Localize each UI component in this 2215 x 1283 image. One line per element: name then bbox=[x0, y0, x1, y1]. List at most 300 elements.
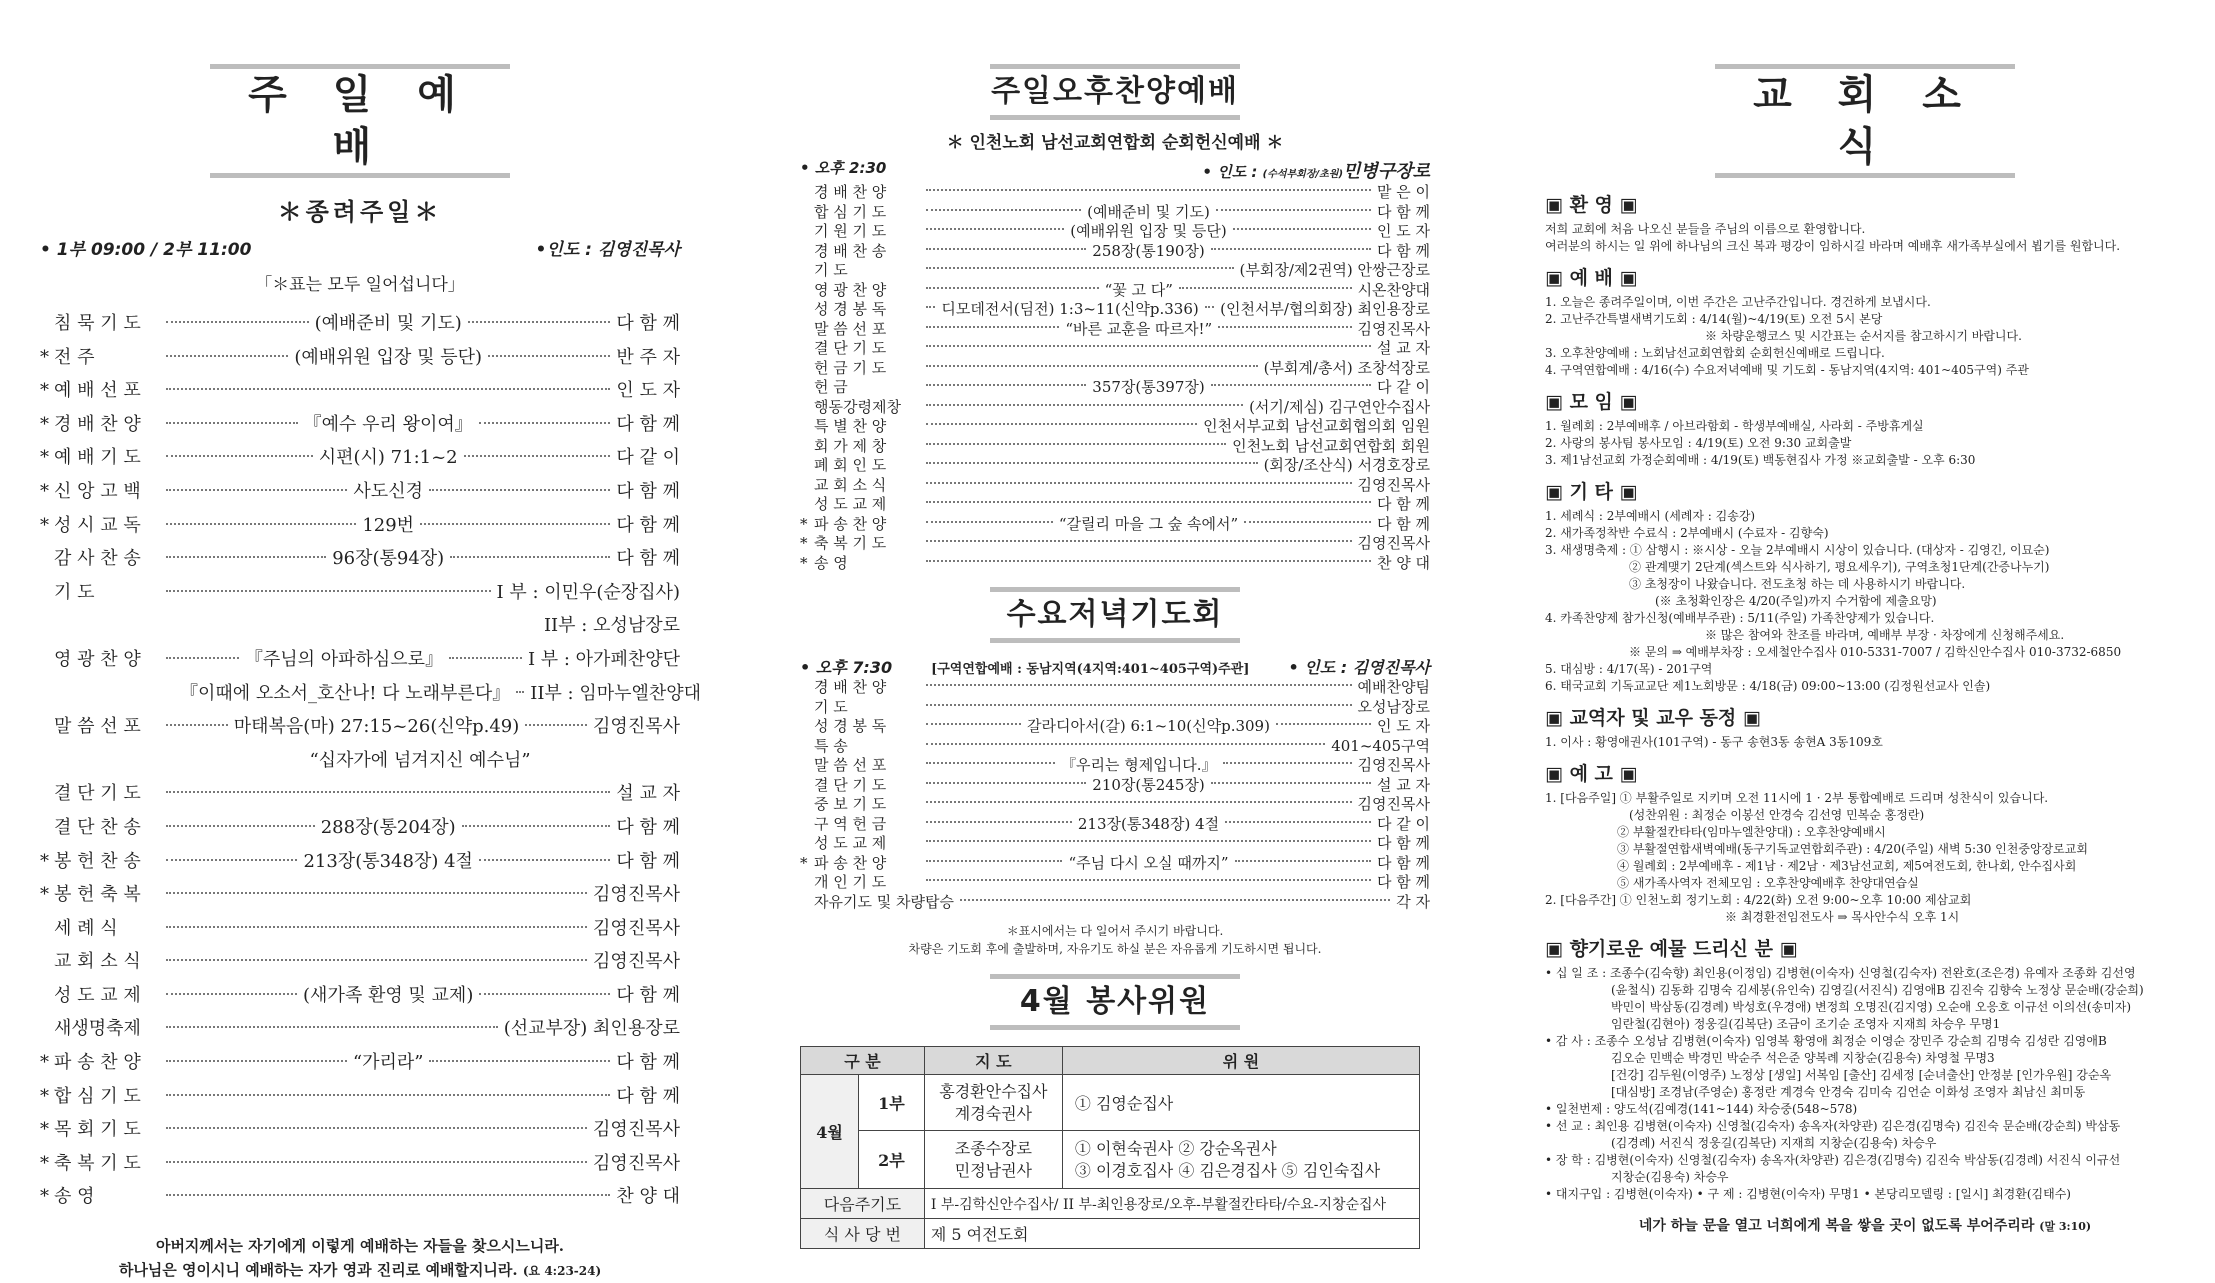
afternoon-order-list bbox=[800, 183, 1430, 573]
item-label-text: 파 송 찬 양 bbox=[814, 514, 887, 533]
item-detail: 210장(통245장) bbox=[1092, 775, 1205, 794]
dot-leader bbox=[166, 892, 587, 894]
item-person: 다 함 께 bbox=[616, 816, 680, 838]
item-detail: 357장(통397장) bbox=[1092, 378, 1205, 396]
item-label bbox=[40, 677, 160, 711]
item-person: 김영진목사 bbox=[1357, 319, 1430, 338]
item-person: 다 함 께 bbox=[616, 984, 680, 1006]
standing-mark: * bbox=[800, 553, 808, 572]
list-item bbox=[800, 378, 1430, 398]
dot-leader bbox=[166, 993, 297, 995]
item-person: 다 함 께 bbox=[616, 1085, 680, 1107]
item-label-text: 말 씀 선 포 bbox=[54, 716, 141, 738]
list-item bbox=[40, 744, 680, 778]
item-person: (회장/조산식) 서경호장로 bbox=[1263, 456, 1430, 474]
item-label-text: 경 배 찬 송 bbox=[814, 241, 887, 260]
dot-leader bbox=[926, 267, 1234, 269]
dot-leader bbox=[166, 556, 326, 558]
item-label-text: 결 단 기 도 bbox=[54, 783, 141, 805]
dot-leader bbox=[926, 501, 1371, 503]
list-item bbox=[800, 398, 1430, 418]
table-next-value: I 부-김학신안수집사/ II 부-최인용장로/오후-부활절칸타타/수요-지창순집사 bbox=[924, 1189, 1419, 1219]
item-label-text: 봉 헌 축 복 bbox=[54, 884, 141, 906]
item-label-text: 목 회 기 도 bbox=[54, 1119, 141, 1141]
item-person: 인 도 자 bbox=[1376, 222, 1430, 240]
table-leader-2b: 민정남권사 bbox=[954, 1160, 1033, 1180]
list-item bbox=[40, 845, 680, 879]
dot-leader bbox=[166, 959, 587, 961]
dot-leader bbox=[926, 462, 1258, 464]
news-line: [대심방] 조경남(주영순) 홍정란 계경숙 안경숙 김미숙 김언순 이화성 조영자 최남신 최미동 bbox=[1611, 1085, 2086, 1099]
dot-leader bbox=[926, 762, 1055, 764]
standing-mark: * bbox=[40, 413, 49, 435]
item-person: 다 같 이 bbox=[616, 447, 680, 469]
news-line: (윤철식) 김동화 김명숙 김세봉(유인숙) 김영길(서진식) 김영애B 김진숙 김향숙 노정상 문순배(강순희) bbox=[1611, 983, 2144, 997]
dot-leader bbox=[516, 691, 524, 693]
dot-leader bbox=[1211, 248, 1371, 250]
wednesday-notes bbox=[800, 922, 1430, 958]
etc-heading: ▣ 기 타 ▣ bbox=[1545, 481, 1638, 503]
dot-leader bbox=[166, 590, 491, 592]
footer-verse-line1: 아버지께서는 자기에게 이렇게 예배하는 자들을 찾으시느니라. bbox=[155, 1237, 565, 1256]
item-label-text: 축 복 기 도 bbox=[814, 534, 887, 552]
news-line: 4. 구역연합예배 : 4/16(수) 수요저녁예배 및 기도회 - 동남지역(4지역: 401~405구역) 주관 bbox=[1545, 363, 2029, 377]
item-label bbox=[40, 744, 160, 778]
table-part-2: 2부 bbox=[859, 1131, 925, 1189]
item-person: 김영진목사 bbox=[593, 1119, 680, 1141]
sunday-worship-title: 주 일 예 배 bbox=[248, 72, 472, 170]
item-label bbox=[40, 777, 160, 811]
dot-leader bbox=[1235, 860, 1371, 862]
list-item bbox=[800, 437, 1430, 457]
dot-leader bbox=[166, 791, 610, 793]
dot-leader bbox=[960, 899, 1390, 901]
item-label-text: 세 례 식 bbox=[54, 917, 118, 939]
item-label-text: 예 배 기 도 bbox=[54, 447, 141, 469]
item-label bbox=[800, 776, 920, 796]
item-label bbox=[40, 609, 160, 643]
palm-sunday-subtitle: ＊종려주일＊ bbox=[277, 197, 443, 226]
item-label-text: 파 송 찬 양 bbox=[54, 1052, 141, 1074]
item-label-text: 성 경 봉 독 bbox=[814, 717, 887, 735]
item-label bbox=[800, 222, 920, 242]
item-person: 다 함 께 bbox=[1377, 853, 1431, 872]
afternoon-leader-role: (수석부회장/초원) bbox=[1262, 169, 1344, 180]
dot-leader bbox=[166, 1127, 587, 1129]
item-person: 시온찬양대 bbox=[1357, 280, 1431, 299]
dot-leader bbox=[926, 482, 1352, 484]
dot-leader bbox=[926, 248, 1086, 250]
list-item bbox=[40, 1046, 680, 1080]
item-person: 다 같 이 bbox=[1377, 378, 1431, 396]
wednesday-title: 수요저녁기도회 bbox=[1006, 597, 1224, 632]
dot-leader bbox=[462, 825, 611, 827]
dot-leader bbox=[449, 657, 522, 659]
news-line: ⑤ 새가족사역자 전체모임 : 오후찬양예배후 찬양대연습실 bbox=[1617, 876, 1919, 890]
item-label-text: 헌 금 bbox=[814, 378, 848, 396]
news-line: 6. 태국교회 기독교교단 제1노회방문 : 4/18(금) 09:00~13:00 (김정원선교사 인솔) bbox=[1545, 679, 1991, 693]
dot-leader bbox=[1244, 521, 1371, 523]
item-person: (선교부장) 최인용장로 bbox=[503, 1018, 680, 1040]
news-line: ④ 월례회 : 2부예배후 - 제1남 · 제2남 · 제3남선교회, 제5여전도회, 한나회, 안수집사회 bbox=[1617, 859, 2077, 873]
dot-leader bbox=[450, 556, 610, 558]
item-detail: 213장(통348장) 4절 bbox=[303, 850, 473, 872]
table-leader-2a: 조종수장로 bbox=[954, 1138, 1033, 1158]
item-label-text: 감 사 찬 송 bbox=[54, 548, 141, 570]
sunday-order-list bbox=[40, 307, 702, 1214]
item-label-text: 기 도 bbox=[54, 581, 95, 603]
item-label bbox=[40, 1012, 160, 1046]
servers-table bbox=[800, 1046, 1420, 1249]
item-person: 다 함 께 bbox=[1376, 495, 1430, 513]
item-label-text: 성 시 교 독 bbox=[54, 514, 141, 536]
item-label bbox=[800, 834, 920, 854]
item-person: 각 자 bbox=[1396, 892, 1430, 911]
dot-leader bbox=[166, 1161, 587, 1163]
dot-leader bbox=[926, 723, 1021, 725]
dot-leader bbox=[1216, 209, 1371, 211]
dot-leader bbox=[166, 422, 298, 424]
stand-note: ＊표시에서는 다 일어서 주시기 바랍니다. bbox=[1006, 924, 1224, 938]
news-line: (성찬위원 : 최정순 이봉선 안경숙 김선영 민복순 홍정란) bbox=[1629, 808, 1925, 822]
item-person: 맡 은 이 bbox=[1376, 183, 1430, 201]
item-person: 김영진목사 bbox=[1357, 475, 1430, 494]
list-item bbox=[800, 320, 1430, 340]
item-label-text: 특 송 bbox=[814, 736, 848, 755]
table-meal-label: 식 사 당 번 bbox=[801, 1219, 925, 1249]
item-person: 다 함 께 bbox=[1376, 834, 1430, 852]
item-person: 김영진목사 bbox=[593, 917, 680, 939]
dot-leader bbox=[429, 1060, 610, 1062]
afternoon-leader-prefix: • 인도 : bbox=[1202, 163, 1263, 181]
news-line: ③ 부활절연합새벽예배(동구기독교연합회주관) : 4/20(주일) 새벽 5:30 인천중앙장로교회 bbox=[1617, 842, 2088, 856]
list-item bbox=[800, 495, 1430, 515]
item-detail: (예배위원 입장 및 등단) bbox=[294, 346, 483, 368]
standing-mark: * bbox=[40, 1119, 49, 1141]
sunday-worship-title-box bbox=[210, 64, 510, 178]
item-detail: 마태복음(마) 27:15~26(신약p.49) bbox=[233, 716, 520, 738]
dot-leader bbox=[926, 443, 1226, 445]
dot-leader bbox=[166, 859, 297, 861]
list-item bbox=[800, 554, 1430, 574]
item-person: 다 함 께 bbox=[616, 514, 681, 536]
dot-leader bbox=[166, 926, 587, 928]
standing-mark: * bbox=[40, 1052, 49, 1074]
afternoon-title-box bbox=[990, 64, 1240, 120]
sunday-footer bbox=[40, 1234, 680, 1283]
item-label-text: 기 도 bbox=[814, 261, 848, 279]
list-item bbox=[40, 1113, 680, 1147]
item-label bbox=[40, 1147, 160, 1181]
news-body bbox=[1545, 190, 2185, 1203]
item-person: 다 함 께 bbox=[616, 1052, 680, 1074]
item-label-text: 경 배 찬 양 bbox=[814, 678, 887, 696]
list-item bbox=[800, 795, 1430, 815]
item-label bbox=[800, 795, 920, 815]
news-line: 김오순 민백순 박경민 박순주 석은준 양복례 지창순(김용숙) 차영철 무명3 bbox=[1611, 1051, 1995, 1065]
item-label bbox=[800, 737, 920, 757]
dot-leader bbox=[479, 859, 610, 861]
news-line: 4. 카족찬양제 참가신청(예배부주관) : 5/11(주일) 가족찬양제가 있습니다. bbox=[1545, 611, 1935, 625]
service-info bbox=[40, 235, 680, 260]
item-label bbox=[800, 854, 920, 874]
news-line: 여러분의 하시는 일 위에 하나님의 크신 복과 평강이 임하시길 바라며 예배후 새가족부실에서 뵙기를 원합니다. bbox=[1545, 239, 2121, 253]
item-label bbox=[40, 710, 160, 744]
item-label-text: 교 회 소 식 bbox=[814, 475, 887, 494]
news-line: 3. 새생명축제 : ① 삼행시 : ※시상 - 오늘 2부예배시 시상이 있습니다. (대상자 - 김영긴, 이묘순) bbox=[1545, 543, 2050, 557]
item-label bbox=[800, 456, 920, 476]
list-item bbox=[40, 945, 680, 979]
wednesday-info bbox=[800, 655, 1430, 678]
table-header-members: 위 원 bbox=[1062, 1047, 1419, 1075]
news-line: 지창순(김용숙) 차승우 bbox=[1611, 1170, 1729, 1184]
dot-leader bbox=[926, 743, 1325, 745]
list-item bbox=[40, 441, 680, 475]
dot-leader bbox=[166, 455, 313, 457]
item-person: I 부 : 이민우(순장집사) bbox=[496, 581, 680, 603]
wednesday-time: • 오후 7:30 bbox=[800, 658, 893, 677]
item-detail: 213장(통348장) 4절 bbox=[1077, 814, 1220, 833]
list-item bbox=[40, 374, 680, 408]
dot-leader bbox=[926, 384, 1086, 386]
list-item bbox=[800, 359, 1430, 379]
item-person: 김영진목사 bbox=[593, 716, 680, 738]
item-detail: 96장(통94장) bbox=[332, 548, 445, 570]
welcome-heading: ▣ 환 영 ▣ bbox=[1545, 194, 1638, 216]
item-person: 다 함 께 bbox=[616, 313, 681, 334]
item-label bbox=[40, 475, 160, 509]
item-label-text: 결 단 기 도 bbox=[814, 339, 887, 357]
item-label bbox=[40, 441, 160, 475]
item-detail: 258장(통190장) bbox=[1092, 241, 1205, 260]
afternoon-title: 주일오후찬양예배 bbox=[991, 74, 1239, 109]
item-label-text: 전 주 bbox=[54, 346, 95, 368]
news-line: ※ 많은 참여와 찬조를 바라며, 예배부 부장 · 차장에게 신청해주세요. bbox=[1705, 628, 2065, 642]
news-line: 2. [다음주간] ① 인천노회 정기노회 : 4/22(화) 오전 9:00~오후 10:00 제삼교회 bbox=[1545, 893, 1972, 907]
dot-leader bbox=[926, 684, 1352, 686]
table-row bbox=[801, 1219, 1420, 1249]
item-label-text: 폐 회 인 도 bbox=[814, 456, 887, 474]
list-item bbox=[800, 456, 1430, 476]
standing-mark: * bbox=[40, 346, 49, 368]
list-item bbox=[800, 183, 1430, 203]
item-label-text: 침 묵 기 도 bbox=[54, 313, 141, 334]
list-item bbox=[40, 677, 702, 711]
news-line: ※ 차량운행코스 및 시간표는 순서지를 참고하시기 바랍니다. bbox=[1705, 329, 2022, 343]
item-detail: (예배위원 입장 및 등단) bbox=[1070, 222, 1227, 240]
item-label bbox=[40, 643, 160, 677]
item-label-text: 합 심 기 도 bbox=[54, 1085, 141, 1107]
item-label bbox=[40, 912, 160, 946]
dot-leader bbox=[1218, 326, 1351, 328]
table-leader-1b: 계경숙권사 bbox=[954, 1103, 1033, 1123]
preview-heading: ▣ 예 고 ▣ bbox=[1545, 763, 1638, 785]
afternoon-time: • 오후 2:30 bbox=[800, 159, 887, 177]
dot-leader bbox=[525, 724, 587, 726]
item-label bbox=[800, 698, 920, 718]
item-person: 다 함 께 bbox=[616, 850, 680, 872]
standing-mark: * bbox=[40, 884, 49, 906]
item-label-text: 신 앙 고 백 bbox=[54, 480, 141, 502]
list-item bbox=[40, 576, 680, 610]
dot-leader bbox=[926, 860, 1062, 862]
table-month: 4월 bbox=[801, 1075, 859, 1189]
item-label-text: 결 단 기 도 bbox=[814, 775, 887, 794]
dot-leader bbox=[1233, 228, 1371, 230]
item-label bbox=[800, 417, 920, 437]
item-label bbox=[40, 1180, 160, 1214]
item-detail: 『이때에 오소서_호산나! 다 노래부른다』 bbox=[180, 682, 511, 704]
footer-verse-ref: (요 4:23-24) bbox=[522, 1264, 602, 1279]
servers-title: 4월 봉사위원 bbox=[1019, 984, 1211, 1019]
news-line: • 십 일 조 : 조종수(김숙향) 최인용(이정임) 김병현(이숙자) 신영철(김숙자) 전완호(조은경) 유예자 조종화 김선영 bbox=[1545, 966, 2136, 980]
standing-mark: * bbox=[40, 850, 49, 872]
list-item bbox=[800, 698, 1430, 718]
item-label-text: 회 가 제 창 bbox=[814, 436, 887, 455]
item-label bbox=[40, 576, 160, 610]
list-item bbox=[800, 717, 1430, 737]
item-person: (인천서부/협의회장) 최인용장로 bbox=[1220, 300, 1431, 318]
list-item bbox=[800, 300, 1430, 320]
item-label bbox=[800, 359, 920, 379]
item-label-text: 영 광 찬 양 bbox=[54, 648, 141, 670]
item-label bbox=[800, 476, 920, 496]
bus-note: 차량은 기도회 후에 출발하며, 자유기도 하실 분은 자유롭게 기도하시면 됩니다. bbox=[908, 942, 1322, 956]
service-leader: •인도 : 김영진목사 bbox=[535, 240, 680, 260]
item-label bbox=[800, 554, 920, 574]
item-label-text: 송 영 bbox=[54, 1186, 95, 1208]
table-next-label: 다음주기도 bbox=[801, 1189, 925, 1219]
dot-leader bbox=[926, 345, 1371, 347]
item-person: 김영진목사 bbox=[1357, 534, 1430, 552]
table-members-1: ① 김영순집사 bbox=[1062, 1075, 1419, 1131]
item-label bbox=[800, 534, 920, 554]
list-item bbox=[40, 1012, 680, 1046]
item-person: 다 함 께 bbox=[1377, 514, 1431, 533]
list-item bbox=[800, 815, 1430, 835]
dot-leader bbox=[1225, 821, 1371, 823]
item-label bbox=[800, 495, 920, 515]
dot-leader bbox=[926, 189, 1371, 191]
dot-leader bbox=[926, 821, 1072, 823]
item-person: 오성남장로 bbox=[1357, 697, 1430, 716]
item-detail: (예배준비 및 기도) bbox=[314, 313, 462, 334]
news-line: • 선 교 : 최인용 김병현(이숙자) 신영철(김숙자) 송옥자(차양관) 김은경(김명숙) 김진숙 문순배(강순희) 박삼동 bbox=[1545, 1119, 2121, 1133]
item-person: 다 함 께 bbox=[616, 480, 681, 502]
standing-notice: 「＊표는 모두 일어섭니다」 bbox=[255, 275, 465, 295]
dot-leader bbox=[926, 521, 1053, 523]
footer-verse-line2: 하나님은 영이시니 예배하는 자가 영과 진리로 예배할지니라. bbox=[118, 1261, 518, 1280]
item-label-text: 봉 헌 찬 송 bbox=[54, 850, 141, 872]
item-label bbox=[800, 893, 954, 913]
item-label bbox=[40, 845, 160, 879]
wednesday-note: [구역연합예배 : 동남지역(4지역:401~405구역)주관] bbox=[931, 662, 1250, 677]
list-item bbox=[800, 678, 1430, 698]
item-detail: 288장(통204장) bbox=[320, 816, 456, 838]
item-detail: 시편(시) 71:1~2 bbox=[318, 447, 458, 469]
list-item bbox=[40, 912, 680, 946]
worship-heading: ▣ 예 배 ▣ bbox=[1545, 267, 1638, 289]
item-label-text: 말 씀 선 포 bbox=[814, 756, 887, 774]
wednesday-leader: • 인도 : 김영진목사 bbox=[1288, 658, 1430, 677]
list-item bbox=[40, 408, 680, 442]
item-label bbox=[40, 878, 160, 912]
news-footer-verse: 네가 하늘 문을 열고 너희에게 복을 쌓을 곳이 없도록 부어주리라 bbox=[1638, 1218, 2035, 1234]
wednesday-title-box bbox=[990, 587, 1240, 643]
item-label bbox=[800, 717, 920, 737]
dot-leader bbox=[926, 704, 1352, 706]
item-person: 다 함 께 bbox=[1377, 241, 1431, 260]
news-line: ※ 문의 ⇒ 예배부차장 : 오세철안수집사 010-5331-7007 / 김학신안수집사 010-3732-6850 bbox=[1629, 645, 2122, 659]
list-item bbox=[800, 417, 1430, 437]
news-line: (김경례) 서진식 정웅길(김복단) 지재희 지창순(김용숙) 차승우 bbox=[1611, 1136, 1937, 1150]
item-detail: (새가족 환영 및 교제) bbox=[303, 984, 474, 1006]
item-label bbox=[800, 815, 920, 835]
item-label-text: 새생명축제 bbox=[54, 1018, 141, 1040]
dot-leader bbox=[166, 657, 239, 659]
news-line: • 일천번제 : 양도석(김예경(141~144) 차승중(548~578) bbox=[1545, 1102, 1858, 1116]
table-leader-1a: 홍경환안수집사 bbox=[939, 1081, 1048, 1101]
item-label bbox=[800, 242, 920, 262]
news-line: 3. 제1남선교회 가정순회예배 : 4/19(토) 백동현집사 가정 ※교회출발 - 오후 6:30 bbox=[1545, 453, 1976, 467]
item-person: 다 같 이 bbox=[1377, 814, 1431, 833]
item-person: 인천노회 남선교회연합회 회원 bbox=[1232, 436, 1430, 455]
item-label bbox=[40, 542, 160, 576]
dot-leader bbox=[926, 801, 1352, 803]
item-person: 김영진목사 bbox=[593, 951, 680, 973]
item-detail: “가리라” bbox=[352, 1052, 424, 1074]
list-item bbox=[40, 1180, 680, 1214]
list-item bbox=[800, 476, 1430, 496]
list-item bbox=[800, 756, 1430, 776]
item-label-text: 성 도 교 제 bbox=[814, 495, 887, 513]
item-label bbox=[40, 1046, 160, 1080]
item-person: 김영진목사 bbox=[1357, 756, 1431, 774]
list-item bbox=[800, 203, 1430, 223]
news-line: 1. 월례회 : 2부예배후 / 아브라함회 - 학생부예배실, 사라회 - 주방휴게실 bbox=[1545, 419, 1924, 433]
item-detail: 『주님의 아파하심으로』 bbox=[244, 648, 444, 670]
dot-leader bbox=[166, 724, 228, 726]
news-line: 임란철(김현아) 정웅길(김복단) 조금이 조기순 조영자 지재희 차승우 무명1 bbox=[1611, 1017, 2001, 1031]
table-part-1: 1부 bbox=[859, 1075, 925, 1131]
list-item bbox=[800, 261, 1430, 281]
item-person: (부회계/총서) 조창석장로 bbox=[1263, 358, 1430, 377]
news-line: ※ 최경환전임전도사 ⇒ 목사안수식 오후 1시 bbox=[1725, 910, 1960, 924]
table-row bbox=[801, 1075, 1420, 1131]
item-label-text: 기 원 기 도 bbox=[814, 222, 887, 240]
item-label bbox=[800, 320, 920, 340]
list-item bbox=[40, 509, 680, 543]
dot-leader bbox=[166, 489, 347, 491]
item-label bbox=[800, 300, 920, 320]
item-label-text: 중 보 기 도 bbox=[814, 795, 887, 813]
standing-mark: * bbox=[40, 1186, 49, 1208]
item-person: 김영진목사 bbox=[1357, 795, 1430, 813]
church-news-title-box bbox=[1715, 64, 2015, 178]
item-detail: 갈라디아서(갈) 6:1~10(신약p.309) bbox=[1027, 717, 1270, 735]
item-detail: (예배준비 및 기도) bbox=[1087, 202, 1210, 221]
item-label-text: 경 배 찬 양 bbox=[814, 183, 887, 201]
afternoon-subtitle: ＊ 인천노회 남선교회연합회 순회헌신예배 ＊ bbox=[946, 133, 1284, 153]
item-label bbox=[800, 183, 920, 203]
item-person: 예배찬양팀 bbox=[1357, 678, 1430, 696]
news-line: 2. 사랑의 봉사팀 봉사모임 : 4/19(토) 오전 9:30 교회출발 bbox=[1545, 436, 1852, 450]
dot-leader bbox=[479, 993, 610, 995]
news-line: ② 관계맺기 2단계(섹스트와 식사하기, 평요세우기), 구역초청1단계(간증나누기) bbox=[1629, 560, 2050, 574]
table-header-row bbox=[801, 1047, 1420, 1075]
dot-leader bbox=[166, 1194, 610, 1196]
dot-leader bbox=[926, 560, 1371, 562]
